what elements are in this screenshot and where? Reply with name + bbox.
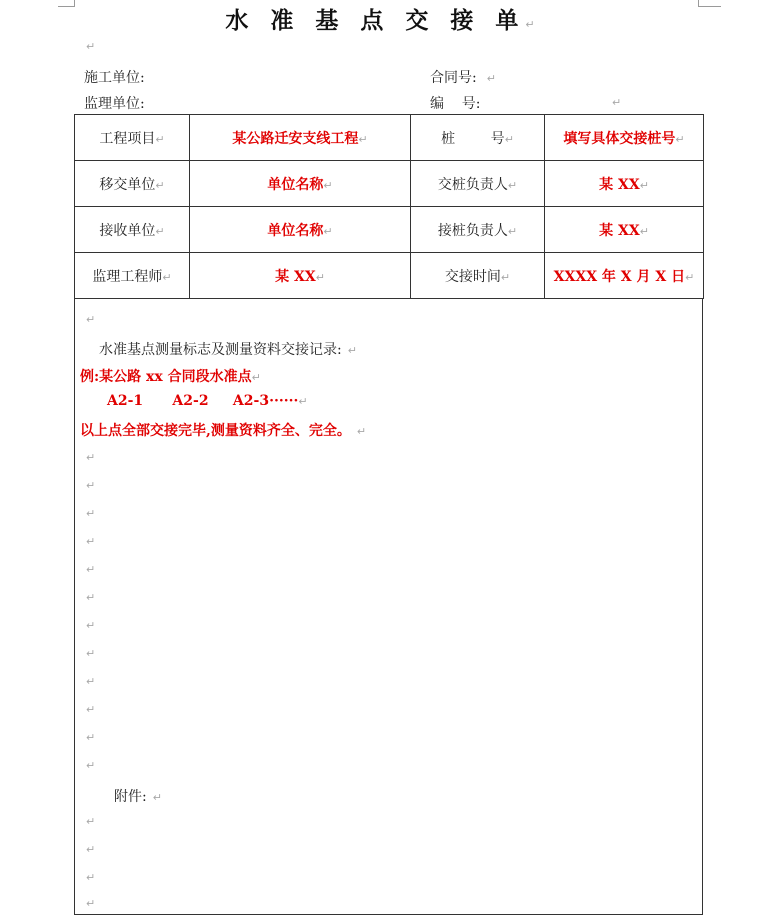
cell-text: 监理工程师 xyxy=(92,268,163,285)
paragraph-mark: ↵ xyxy=(251,371,261,384)
cell-text: 某公路迁安支线工程 xyxy=(232,130,359,147)
paragraph-mark: ↵ xyxy=(685,270,695,284)
paragraph-mark: ↵ xyxy=(347,344,357,357)
paragraph-mark: ↵ xyxy=(298,395,308,408)
paragraph-mark: ↵ xyxy=(86,451,96,464)
paragraph-mark: ↵ xyxy=(486,72,496,85)
paragraph-mark: ↵ xyxy=(86,591,96,604)
cell-text: 某 XX xyxy=(599,222,640,239)
paragraph-mark: ↵ xyxy=(86,40,96,53)
cell-text: XXXX 年 X 月 X 日 xyxy=(553,268,686,285)
table-value-cell xyxy=(545,161,704,207)
table-value-cell xyxy=(190,207,411,253)
handover-info-table xyxy=(74,114,704,299)
table-value-cell xyxy=(545,207,704,253)
page-title-text: 水 准 基 点 交 接 单 xyxy=(225,7,526,34)
table-label-cell xyxy=(75,207,190,253)
record-heading xyxy=(99,339,357,359)
paragraph-mark: ↵ xyxy=(162,270,172,284)
points-line-text: A2-1 A2-2 A2-3······ xyxy=(107,393,299,409)
table-label-cell xyxy=(411,253,545,299)
table-row xyxy=(75,207,704,253)
table-value-cell xyxy=(545,115,704,161)
paragraph-mark: ↵ xyxy=(86,647,96,660)
cell-text: 接桩负责人 xyxy=(437,222,508,239)
paragraph-mark: ↵ xyxy=(504,132,514,146)
complete-line xyxy=(80,420,366,440)
table-value-cell xyxy=(545,253,704,299)
table-label-cell xyxy=(75,161,190,207)
paragraph-mark: ↵ xyxy=(86,815,96,828)
attachment-label xyxy=(114,786,162,806)
contract-no-label xyxy=(430,67,496,87)
paragraph-mark: ↵ xyxy=(86,563,96,576)
paragraph-mark: ↵ xyxy=(86,703,96,716)
paragraph-mark: ↵ xyxy=(612,96,622,109)
paragraph-mark: ↵ xyxy=(86,897,96,910)
paragraph-mark: ↵ xyxy=(86,843,96,856)
record-box xyxy=(74,299,703,915)
table-label-cell xyxy=(411,161,545,207)
table-label-cell xyxy=(411,207,545,253)
table-label-cell xyxy=(75,115,190,161)
paragraph-mark: ↵ xyxy=(356,425,367,438)
table-label-cell xyxy=(411,115,545,161)
cell-text: 桩 号 xyxy=(441,130,505,147)
paragraph-mark: ↵ xyxy=(155,178,165,192)
paragraph-mark: ↵ xyxy=(639,224,649,238)
paragraph-mark: ↵ xyxy=(152,791,162,804)
paragraph-mark: ↵ xyxy=(507,178,518,192)
table-row xyxy=(75,115,704,161)
cell-text: 单位名称 xyxy=(267,176,324,193)
contract-no-text: 合同号: xyxy=(430,70,477,86)
cell-text: 某 XX xyxy=(599,176,640,193)
cell-text: 某 XX xyxy=(275,268,316,285)
paragraph-mark: ↵ xyxy=(500,270,511,284)
cell-text: 交接时间 xyxy=(444,268,501,285)
points-line xyxy=(107,393,308,409)
paragraph-mark: ↵ xyxy=(358,132,368,146)
paragraph-mark: ↵ xyxy=(507,224,518,238)
table-row xyxy=(75,161,704,207)
table-label-cell xyxy=(75,253,190,299)
paragraph-mark: ↵ xyxy=(675,132,685,146)
complete-line-text: 以上点全部交接完毕,测量资料齐全、完全。 xyxy=(80,423,351,439)
paragraph-mark: ↵ xyxy=(323,178,333,192)
table-value-cell xyxy=(190,161,411,207)
paragraph-mark: ↵ xyxy=(155,132,165,146)
table-row xyxy=(75,253,704,299)
cell-text: 接收单位 xyxy=(99,222,156,239)
serial-no-label: 编 号: xyxy=(430,96,481,112)
example-line xyxy=(80,366,261,386)
supervision-unit-label: 监理单位: xyxy=(84,96,145,112)
paragraph-mark: ↵ xyxy=(86,619,96,632)
cell-text: 单位名称 xyxy=(267,222,324,239)
paragraph-mark: ↵ xyxy=(86,731,96,744)
cell-text: 移交单位 xyxy=(99,176,156,193)
record-heading-text: 水准基点测量标志及测量资料交接记录: xyxy=(99,342,342,358)
paragraph-mark: ↵ xyxy=(86,479,96,492)
example-line-text: 例:某公路 xx 合同段水准点 xyxy=(80,369,252,385)
table-value-cell xyxy=(190,115,411,161)
paragraph-mark: ↵ xyxy=(323,224,333,238)
paragraph-mark: ↵ xyxy=(525,18,535,31)
paragraph-mark: ↵ xyxy=(155,224,165,238)
attachment-label-text: 附件: xyxy=(114,789,147,805)
paragraph-mark: ↵ xyxy=(86,535,96,548)
paragraph-mark: ↵ xyxy=(639,178,649,192)
cell-text: 交桩负责人 xyxy=(437,176,508,193)
paragraph-mark: ↵ xyxy=(315,270,325,284)
paragraph-mark: ↵ xyxy=(86,675,96,688)
paragraph-mark: ↵ xyxy=(86,507,96,520)
paragraph-mark: ↵ xyxy=(86,759,96,772)
paragraph-mark: ↵ xyxy=(86,313,96,326)
cell-text: 填写具体交接桩号 xyxy=(563,130,676,147)
paragraph-mark: ↵ xyxy=(86,871,96,884)
page-title xyxy=(0,2,760,35)
construction-unit-label: 施工单位: xyxy=(84,70,145,86)
table-value-cell xyxy=(190,253,411,299)
cell-text: 工程项目 xyxy=(99,130,156,147)
